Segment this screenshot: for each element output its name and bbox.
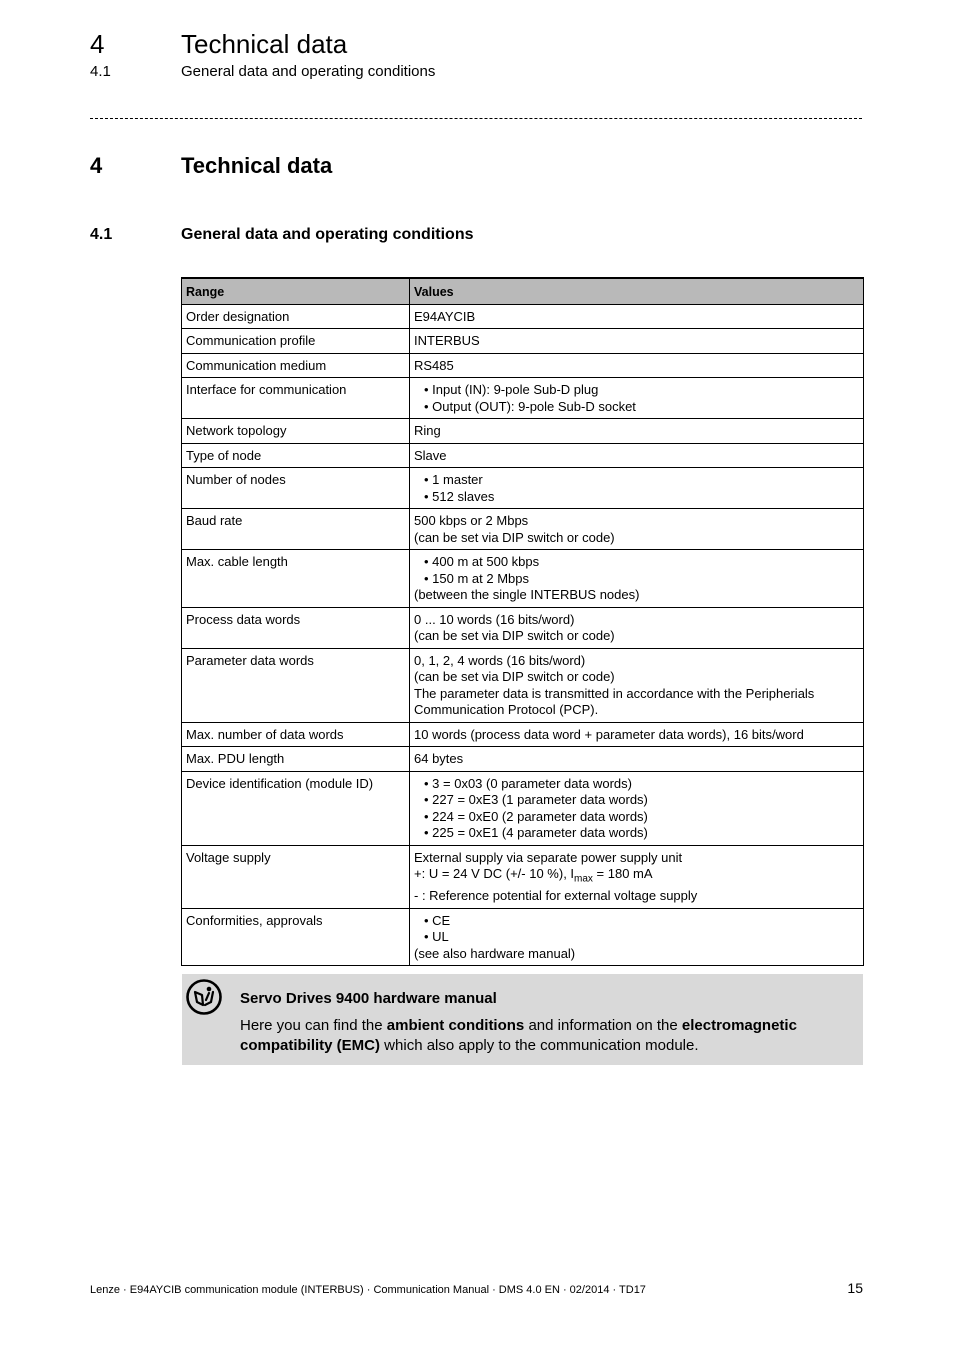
value-cell: Ring: [410, 419, 864, 444]
header-chapter-title: Technical data: [181, 29, 348, 59]
range-cell: Process data words: [182, 607, 410, 648]
value-bullet-list: [414, 776, 859, 842]
range-cell: Device identification (module ID): [182, 771, 410, 845]
range-cell: Parameter data words: [182, 648, 410, 722]
technical-data-table: [181, 277, 864, 966]
value-note: (see also hardware manual): [414, 945, 576, 961]
range-cell: Order designation: [182, 304, 410, 329]
table-row: [182, 747, 864, 772]
table-body: [182, 304, 864, 966]
range-cell: Max. cable length: [182, 550, 410, 608]
value-cell: [410, 550, 864, 608]
table-row: [182, 304, 864, 329]
range-cell: Communication profile: [182, 329, 410, 354]
range-cell: Voltage supply: [182, 845, 410, 908]
value-cell: Slave: [410, 443, 864, 468]
range-cell: Max. PDU length: [182, 747, 410, 772]
value-cell: [410, 845, 864, 908]
value-bullet-item: • 224 = 0xE0 (2 parameter data words): [424, 809, 859, 826]
value-cell: 10 words (process data word + parameter data words), 16 bits/word: [410, 722, 864, 747]
table-row: [182, 468, 864, 509]
header-section-title: General data and operating conditions: [181, 63, 436, 80]
value-cell: RS485: [410, 353, 864, 378]
table-row: [182, 419, 864, 444]
value-cell: [410, 468, 864, 509]
heading-1-number: 4: [90, 153, 103, 178]
value-bullet-item: • 3 = 0x03 (0 parameter data words): [424, 776, 859, 793]
value-cell: 64 bytes: [410, 747, 864, 772]
heading-1-title: Technical data: [181, 153, 333, 178]
value-bullet-item: • Input (IN): 9-pole Sub-D plug: [424, 382, 859, 399]
value-line: 0, 1, 2, 4 words (16 bits/word): [414, 652, 586, 668]
value-line: 500 kbps or 2 Mbps: [414, 513, 529, 528]
value-cell: INTERBUS: [410, 329, 864, 354]
table-row: [182, 771, 864, 845]
value-line: (can be set via DIP switch or code): [414, 669, 615, 684]
table-row: [182, 329, 864, 354]
column-header-range: Range: [182, 278, 410, 304]
table-row: [182, 607, 864, 648]
value-cell: [410, 378, 864, 419]
range-cell: Interface for communication: [182, 378, 410, 419]
value-line: The parameter data is transmitted in accordance with the Peripherials Communication Protocol (PCP).: [414, 685, 815, 717]
manual-reference-icon: [185, 978, 223, 1016]
table-row: [182, 353, 864, 378]
footer-text: Lenze · E94AYCIB communication module (INTERBUS) · Communication Manual · DMS 4.0 EN · 02/2014 · TD17: [90, 1284, 646, 1296]
header-section-number: 4.1: [90, 63, 111, 80]
range-cell: Baud rate: [182, 509, 410, 550]
value-bullet-item: • CE: [424, 913, 859, 930]
heading-2-number: 4.1: [90, 226, 113, 243]
value-bullet-item: • Output (OUT): 9-pole Sub-D socket: [424, 399, 859, 416]
value-note: (between the single INTERBUS nodes): [414, 587, 640, 602]
value-bullet-item: • UL: [424, 929, 859, 946]
value-cell: [410, 648, 864, 722]
note-text: Here you can find the ambient conditions and information on the electromagnetic compatibility (EMC) which also apply to the communication module.: [240, 1017, 797, 1054]
range-cell: Max. number of data words: [182, 722, 410, 747]
range-cell: Network topology: [182, 419, 410, 444]
value-bullet-list: [414, 554, 859, 587]
supply-line: - : Reference potential for external voltage supply: [414, 888, 698, 904]
value-cell: E94AYCIB: [410, 304, 864, 329]
table-row: [182, 722, 864, 747]
value-bullet-list: [414, 472, 859, 505]
table-row: [182, 845, 864, 908]
table-row: [182, 908, 864, 966]
table-row: [182, 550, 864, 608]
note-title: Servo Drives 9400 hardware manual: [240, 990, 497, 1007]
value-cell: [410, 908, 864, 966]
value-line: (can be set via DIP switch or code): [414, 529, 615, 545]
table-header-row: [182, 278, 864, 304]
table-row: [182, 509, 864, 550]
header-divider: [90, 118, 862, 119]
value-bullet-list: [414, 382, 859, 415]
value-line: 0 ... 10 words (16 bits/word): [414, 611, 575, 627]
supply-line: External supply via separate power supply unit: [414, 849, 683, 865]
column-header-values: Values: [410, 278, 864, 304]
range-cell: Number of nodes: [182, 468, 410, 509]
supply-voltage-line: +: U = 24 V DC (+/- 10 %), $I_{max} = 180$ mA: [414, 866, 653, 885]
range-cell: Communication medium: [182, 353, 410, 378]
value-bullet-item: • 512 slaves: [424, 489, 859, 506]
value-line: (can be set via DIP switch or code): [414, 628, 615, 643]
value-cell: [410, 509, 864, 550]
value-cell: [410, 607, 864, 648]
value-bullet-item: • 150 m at 2 Mbps: [424, 571, 859, 588]
value-bullet-list: [414, 913, 859, 946]
table-row: [182, 378, 864, 419]
heading-2-title: General data and operating conditions: [181, 226, 474, 243]
value-cell: [410, 771, 864, 845]
value-bullet-item: • 225 = 0xE1 (4 parameter data words): [424, 825, 859, 842]
table-row: [182, 443, 864, 468]
value-bullet-item: • 227 = 0xE3 (1 parameter data words): [424, 792, 859, 809]
value-bullet-item: • 1 master: [424, 472, 859, 489]
header-chapter-number: 4: [90, 29, 105, 59]
page-number: 15: [847, 1280, 863, 1296]
value-bullet-item: • 400 m at 500 kbps: [424, 554, 859, 571]
table-row: [182, 648, 864, 722]
range-cell: Type of node: [182, 443, 410, 468]
range-cell: Conformities, approvals: [182, 908, 410, 966]
